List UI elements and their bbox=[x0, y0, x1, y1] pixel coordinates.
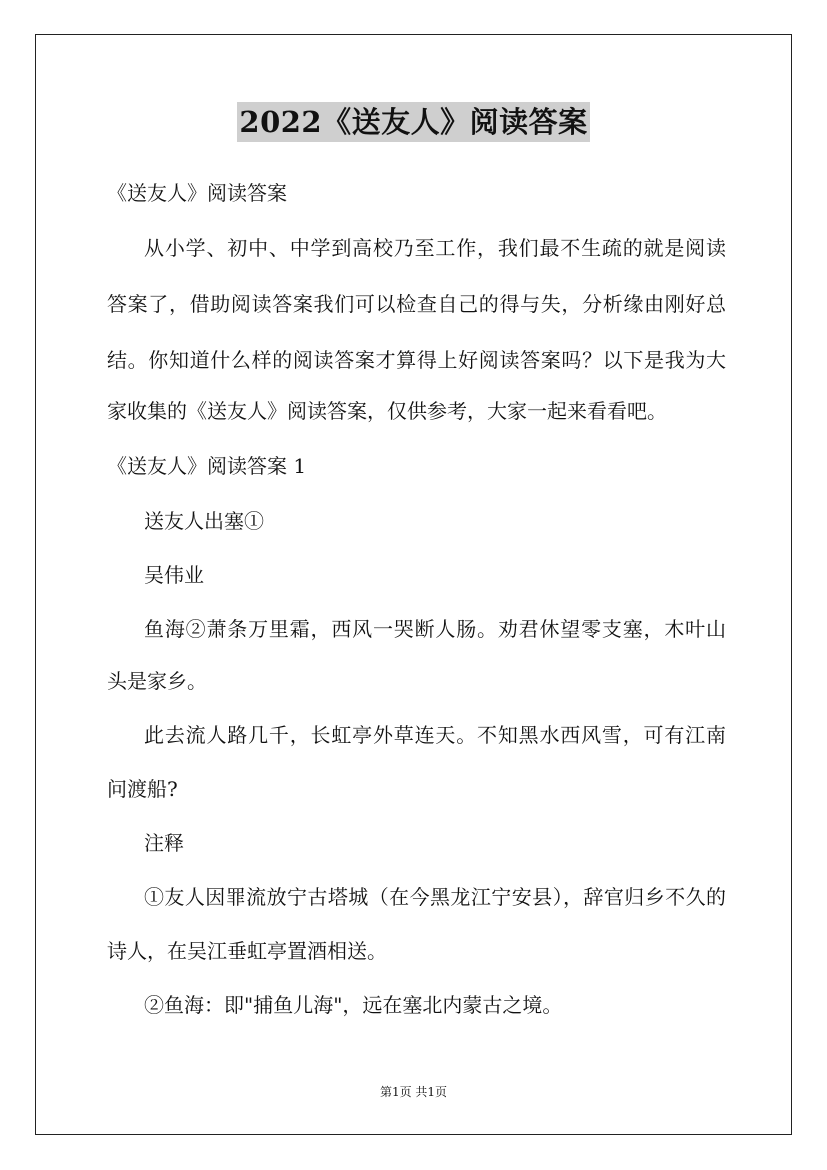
intro-line-3: 结。你知道什么样的阅读答案才算得上好阅读答案吗？以下是我为大 bbox=[107, 348, 726, 372]
intro-line-4: 家收集的《送友人》阅读答案，仅供参考，大家一起来看看吧。 bbox=[107, 399, 667, 423]
poem-stanza1-line2: 头是家乡。 bbox=[107, 669, 207, 693]
intro-line-2: 答案了，借助阅读答案我们可以检查自己的得与失，分析缘由刚好总 bbox=[107, 292, 726, 316]
poem-stanza1-line1: 鱼海②萧条万里霜，西风一哭断人肠。劝君休望零支塞，木叶山 bbox=[144, 617, 726, 641]
poem-stanza2-line1: 此去流人路几千，长虹亭外草连天。不知黑水西风雪，可有江南 bbox=[144, 723, 726, 747]
section-heading: 《送友人》阅读答案 1 bbox=[107, 454, 307, 478]
page-number: 第1页 共1页 bbox=[379, 1085, 448, 1099]
note1-line2: 诗人，在吴江垂虹亭置酒相送。 bbox=[107, 939, 387, 963]
title-container bbox=[0, 102, 827, 142]
document-title: 2022《送友人》阅读答案 bbox=[237, 102, 589, 142]
notes-label: 注释 bbox=[144, 831, 184, 855]
intro-line-1: 从小学、初中、中学到高校乃至工作，我们最不生疏的就是阅读 bbox=[144, 236, 726, 260]
note1-line1: ①友人因罪流放宁古塔城（在今黑龙江宁安县），辞官归乡不久的 bbox=[144, 885, 726, 909]
poem-stanza2-line2: 问渡船? bbox=[107, 777, 178, 801]
intro-heading: 《送友人》阅读答案 bbox=[107, 181, 287, 205]
note2: ②鱼海：即"捕鱼儿海"，远在塞北内蒙古之境。 bbox=[144, 993, 563, 1017]
poem-author: 吴伟业 bbox=[144, 563, 204, 587]
poem-title: 送友人出塞① bbox=[144, 509, 264, 533]
